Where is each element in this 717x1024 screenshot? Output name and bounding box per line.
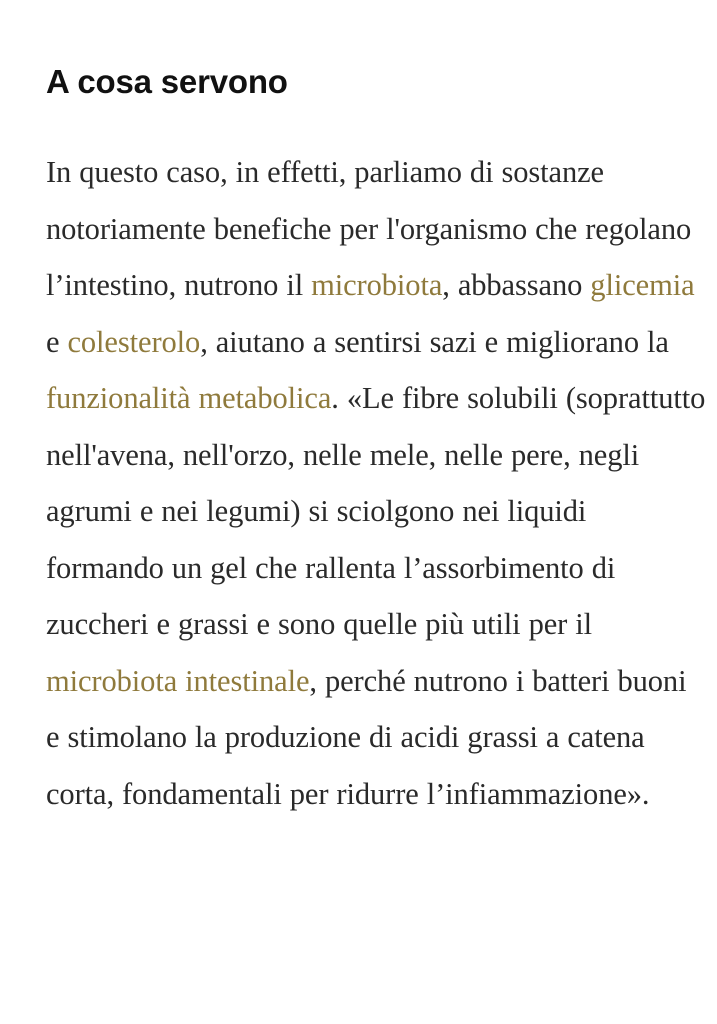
link-microbiota-intestinale[interactable]: microbiota intestinale — [46, 663, 310, 698]
article-paragraph — [46, 144, 706, 822]
section-heading: A cosa servono — [46, 63, 288, 100]
paragraph-text: In questo caso, in effetti, parliamo di sostanze notoriamente benefiche per l'organismo che regolano l’intestino, nutrono il — [46, 155, 692, 302]
paragraph-text: , aiutano a sentirsi sazi e migliorano la — [200, 324, 669, 359]
link-glicemia[interactable]: glicemia — [590, 268, 695, 302]
paragraph-text: . «Le fibre solubili (soprattutto nell'avena, nell'orzo, nelle mele, nelle pere, negli agrumi e nei legumi) si sciolgono nei liquidi formando un gel che rallenta l’assorbimento di zuccheri e grassi e sono quelle più utili per il — [46, 381, 706, 641]
link-funzionalita-metabolica[interactable]: funzionalità metabolica — [46, 381, 332, 415]
link-microbiota[interactable]: microbiota — [311, 268, 443, 302]
paragraph-text: , abbassano — [442, 268, 591, 302]
paragraph-text: , perché nutrono i batteri buoni e stimolano la produzione di acidi grassi a catena corta, fondamentali per ridurre l’infiammazione». — [46, 663, 687, 811]
article-section — [46, 56, 706, 822]
link-colesterolo[interactable]: colesterolo — [67, 324, 201, 359]
paragraph-text: e — [46, 324, 68, 359]
